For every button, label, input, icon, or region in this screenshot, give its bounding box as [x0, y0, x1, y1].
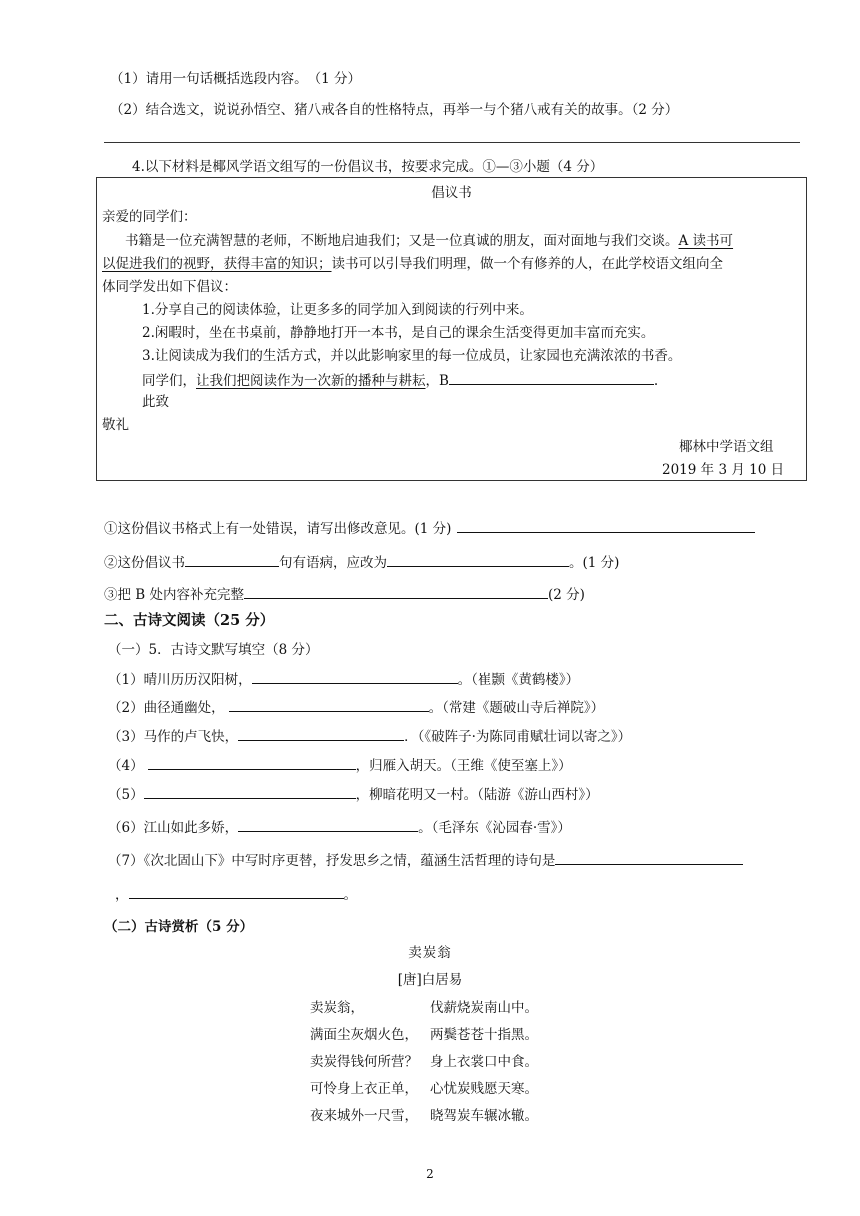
- fill-line-5: [108, 784, 599, 804]
- letter-date: 2019 年 3 月 10 日: [662, 462, 785, 478]
- poem-line-3b: 身上衣裳口中食。: [430, 1054, 538, 1070]
- answer-line: [104, 142, 800, 143]
- letter-paragraph-line3: 体同学发出如下倡议：: [102, 279, 237, 295]
- fill-prompt: （4）: [108, 758, 144, 774]
- letter-signer: 椰林中学语文组: [679, 439, 774, 455]
- fill-source: 。（常建《题破山寺后禅院》）: [428, 700, 605, 716]
- subsection-heading: （一）5．古诗文默写填空（8 分）: [108, 642, 319, 658]
- letter-cizhi: 此致: [142, 394, 169, 410]
- letter-jingli: 敬礼: [102, 417, 129, 433]
- poem-line-4a: 可怜身上衣正单，: [310, 1081, 418, 1097]
- fill-prompt: （1）晴川历历汉阳树，: [108, 672, 252, 688]
- letter-closing: [142, 370, 658, 390]
- comma: ，: [115, 887, 129, 903]
- closing-underlined: 让我们把阅读作为一次新的播种与耕耘: [196, 373, 426, 389]
- fill-source: 。（毛泽东《沁园春·雪》）: [418, 820, 571, 836]
- poem-line-4b: 心忧炭贱愿天寒。: [430, 1081, 538, 1097]
- section-heading: 二、古诗文阅读（25 分）: [104, 612, 275, 629]
- fill-line-1: [108, 669, 579, 689]
- letter-title: 倡议书: [431, 185, 472, 201]
- fill-line-2: [108, 697, 604, 717]
- answer-blank[interactable]: [185, 552, 279, 567]
- paragraph-text: 书籍是一位充满智慧的老师，不断地启迪我们；又是一位真诚的朋友，面对面地与我们交谈。: [125, 233, 679, 249]
- q3-sub2: （2）结合选文，说说孙悟空、猪八戒各自的性格特点，再举一与个猪八戒有关的故事。（2 分）: [110, 102, 679, 118]
- fill-line-7: [108, 850, 743, 870]
- q4-item2: [104, 552, 619, 572]
- q4-item1: [104, 518, 755, 538]
- letter-item-2: 2.闲暇时，坐在书桌前，静静地打开一本书，是自己的课余生活变得更加丰富而充实。: [142, 325, 655, 341]
- answer-blank[interactable]: [238, 726, 404, 741]
- fill-source: 。（崔颢《黄鹤楼》）: [457, 672, 580, 688]
- poem-line-5b: 晓驾炭车辗冰辙。: [430, 1108, 538, 1124]
- closing-text: 同学们，: [142, 373, 196, 389]
- fill-prompt: （7）《次北固山下》中写时序更替，抒发思乡之情，蕴涵生活哲理的诗句是: [108, 853, 556, 869]
- answer-blank[interactable]: [555, 850, 743, 865]
- q4-item1-text: ①这份倡议书格式上有一处错误，请写出修改意见。(1 分): [104, 521, 452, 537]
- answer-blank[interactable]: [457, 518, 755, 533]
- letter-item-1: 1.分享自己的阅读体验，让更多多的同学加入到阅读的行列中来。: [142, 302, 533, 318]
- poem-line-2a: 满面尘灰烟火色，: [310, 1027, 418, 1043]
- q4-item3-score: (2 分): [548, 587, 585, 603]
- q4-item2-text: ②这份倡议书: [104, 555, 185, 571]
- fill-line-6: [108, 817, 571, 837]
- fill-prompt: （3）马作的卢飞快，: [108, 729, 239, 745]
- q4-item3: [104, 584, 585, 604]
- answer-blank[interactable]: [148, 755, 356, 770]
- page-number: 2: [426, 1167, 434, 1181]
- marked-sentence-a: A 读书可: [678, 233, 734, 249]
- marked-sentence-a-cont: 以促进我们的视野，获得丰富的知识；: [102, 256, 332, 272]
- answer-blank[interactable]: [387, 552, 569, 567]
- poem-line-3a: 卖炭得钱何所营？: [310, 1054, 418, 1070]
- q4-item2-text: 句有语病，应改为: [279, 555, 387, 571]
- q4-intro: 4.以下材料是椰风学语文组写的一份倡议书，按要求完成。①—③小题（4 分）: [132, 159, 604, 175]
- fill-prompt: （5）: [108, 787, 144, 803]
- poem-line-2b: 两鬓苍苍十指黑。: [430, 1027, 538, 1043]
- answer-blank[interactable]: [252, 669, 458, 684]
- fill-line-3: [108, 726, 631, 746]
- fill-prompt: （6）江山如此多娇，: [108, 820, 239, 836]
- period: 。: [343, 887, 357, 903]
- fill-line-4: [108, 755, 572, 775]
- answer-blank[interactable]: [238, 817, 418, 832]
- letter-paragraph-line2: [102, 255, 723, 273]
- poem-line-1b: 伐薪烧炭南山中。: [430, 1000, 538, 1016]
- fill-source: ，归雁入胡天。（王维《使至塞上》）: [355, 758, 572, 774]
- fill-line-7-cont: [115, 884, 357, 904]
- answer-blank[interactable]: [229, 697, 429, 712]
- poem-author: [唐]白居易: [397, 972, 463, 988]
- q4-item2-score: 。(1 分): [569, 555, 620, 571]
- subsection-heading-poem: （二）古诗赏析（5 分）: [104, 919, 254, 935]
- poem-line-1a: 卖炭翁，: [310, 1000, 364, 1016]
- fill-prompt: （2）曲径通幽处，: [108, 700, 225, 716]
- answer-blank[interactable]: [244, 584, 548, 599]
- letter-item-3: 3.让阅读成为我们的生活方式，并以此影响家里的每一位成员，让家园也充满浓浓的书香。: [142, 348, 682, 364]
- letter-paragraph-line1: [125, 232, 733, 250]
- fill-source: ，柳暗花明又一村。（陆游《游山西村》）: [355, 787, 599, 803]
- closing-end: .: [653, 373, 659, 389]
- answer-blank[interactable]: [144, 784, 356, 799]
- blank-b[interactable]: [449, 370, 654, 385]
- poem-title: 卖炭翁: [408, 945, 452, 961]
- letter-greeting: 亲爱的同学们：: [102, 209, 197, 225]
- q4-item3-text: ③把 B 处内容补充完整: [104, 587, 245, 603]
- fill-source: ．（《破阵子·为陈同甫赋壮词以寄之》）: [404, 729, 632, 745]
- closing-b-label: ，B: [425, 373, 449, 389]
- paragraph-text: 读书可以引导我们明理，做一个有修养的人，在此学校语文组向全: [331, 256, 723, 272]
- poem-line-5a: 夜来城外一尺雪，: [310, 1108, 418, 1124]
- answer-blank[interactable]: [129, 884, 344, 899]
- q3-sub1: （1）请用一句话概括选段内容。 （1 分）: [110, 71, 361, 87]
